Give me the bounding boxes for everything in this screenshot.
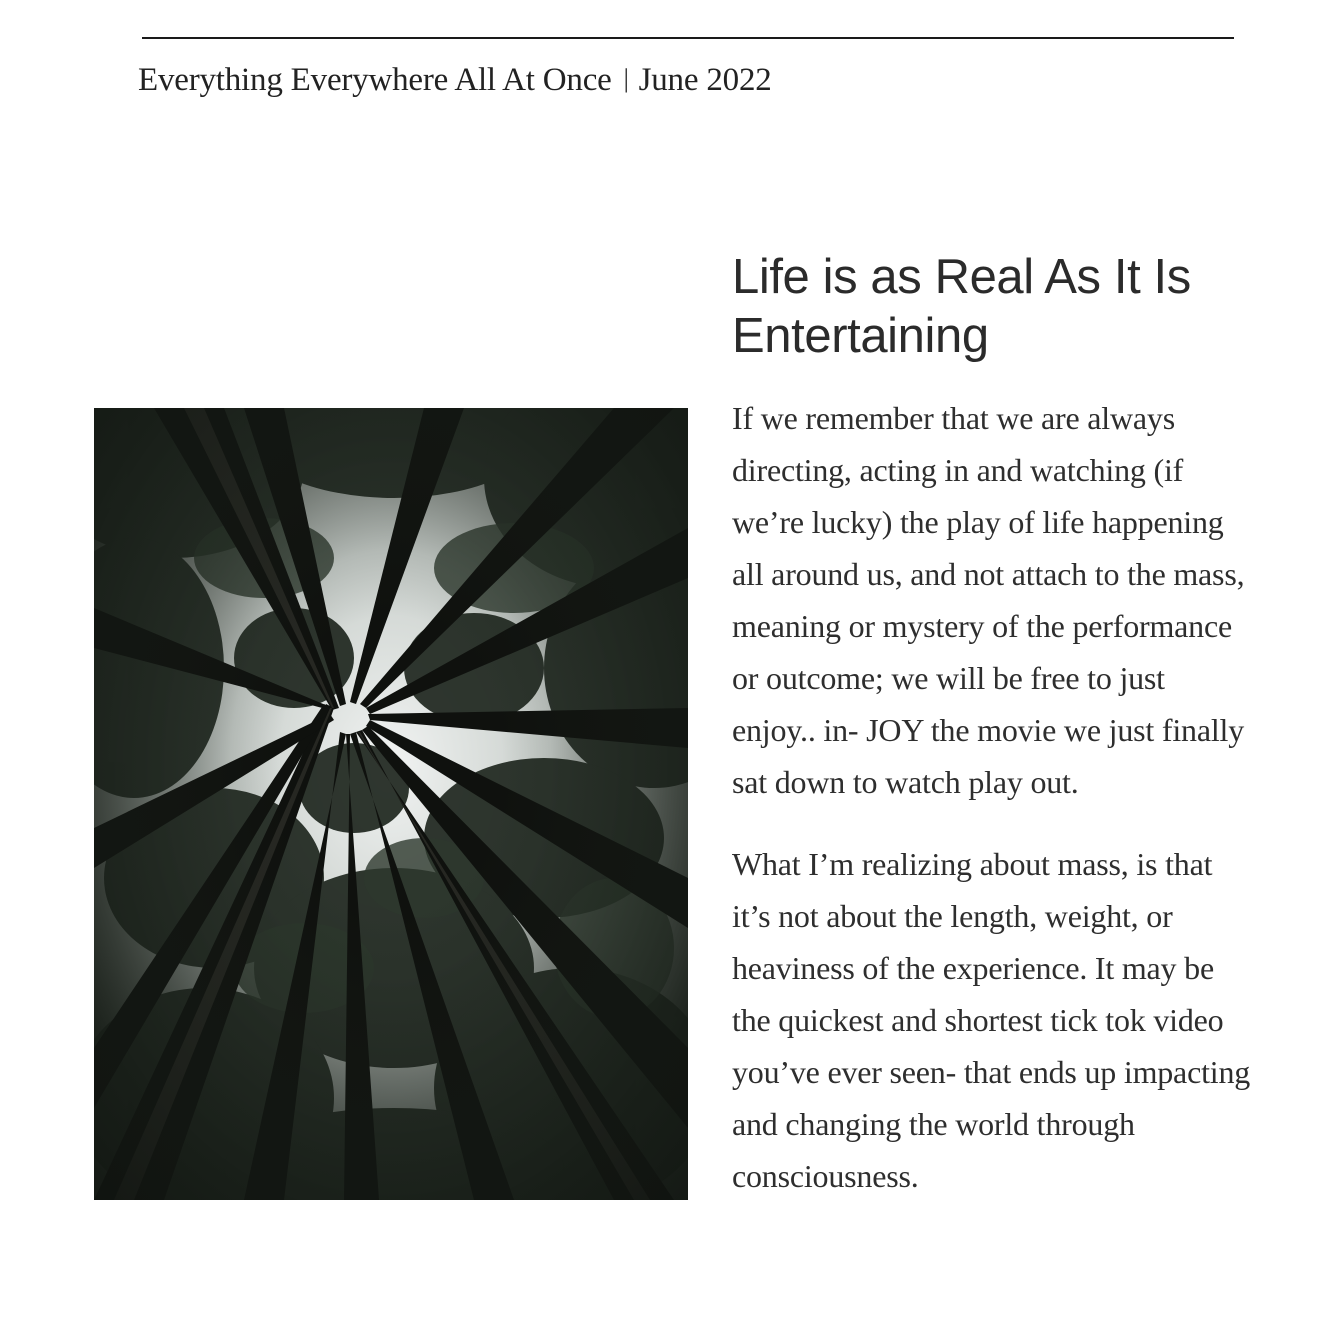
header-separator: | — [623, 64, 629, 93]
article-paragraph-2: What I’m realizing about mass, is that it’s not about the length, weight, or heaviness of the experience. It may be the quickest and shortest tick tok video you’ve ever seen- that ends up impacting and changing the world through consciousness. — [732, 846, 1251, 1194]
post-header — [138, 62, 772, 99]
post-date: June 2022 — [638, 62, 772, 98]
article — [732, 248, 1252, 1202]
article-title: Life is as Real As It Is Entertaining — [732, 250, 1191, 363]
post-series-title: Everything Everywhere All At Once — [138, 62, 612, 98]
article-paragraph-1: If we remember that we are always directing, acting in and watching (if we’re lucky) the play of life happening all around us, and not attach to the mass, meaning or mystery of the performance or outcome; we will be free to just enjoy.. in- JOY the movie we just finally sat down to watch play out. — [732, 400, 1245, 800]
forest-canopy-photo — [94, 408, 688, 1200]
top-divider — [142, 37, 1234, 39]
